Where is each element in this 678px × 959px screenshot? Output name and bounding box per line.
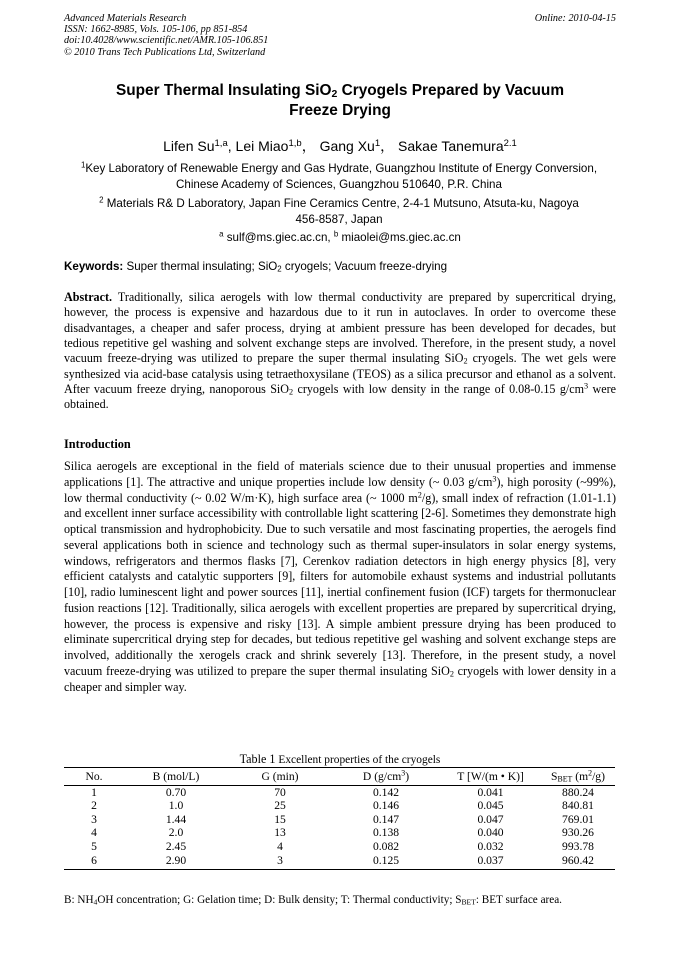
- copyright: © 2010 Trans Tech Publications Ltd, Switzerland: [64, 46, 266, 58]
- table-row: [64, 840, 615, 854]
- issn: ISSN: 1662-8985, Vols. 105-106, pp 851-854: [64, 24, 248, 36]
- journal-header: [64, 13, 616, 58]
- col-header-s: $S_{BET}$ $(m^2/g)$: [541, 768, 615, 786]
- table-cell: 0.045: [477, 799, 504, 813]
- keywords: Keywords: Super thermal insulating; SiO$_2$ cryogels; Vacuum freeze-drying: [64, 260, 448, 274]
- table-row: [64, 813, 615, 827]
- table-cell: 2: [91, 799, 97, 813]
- col-header-b: B (mol/L): [124, 768, 228, 786]
- table-cell: 0.040: [477, 826, 504, 840]
- table-caption: Table 1 Excellent properties of the cryogels: [239, 752, 441, 766]
- table-cell: 13: [274, 826, 286, 840]
- table-cell: 2.90: [124, 854, 228, 870]
- affiliation-1: $^1$Key Laboratory of Renewable Energy and Gas Hydrate, Guangzhou Institute of Energy Conversion, Chinese Academy of Sciences, Guangzhou 510640, P.R. China: [80, 160, 598, 191]
- col-header-d: D $(g/cm^3)$: [332, 768, 440, 786]
- journal-name: Advanced Materials Research: [64, 13, 187, 24]
- col-header-g: G (min): [228, 768, 332, 786]
- table-cell: 880.24: [562, 785, 594, 799]
- author: Sakae Tanemura: [398, 138, 504, 154]
- table-cell: 2.45: [165, 839, 187, 853]
- table-cell: 0.146: [372, 799, 400, 813]
- col-header-no: No.: [64, 768, 124, 786]
- table-cell: 0.138: [372, 826, 400, 840]
- author: Lei Miao: [235, 138, 289, 154]
- table-cell: 1: [91, 785, 97, 799]
- email-a: sulf@ms.giec.ac.cn,: [223, 231, 334, 244]
- results-table: [64, 767, 615, 870]
- table-cell: 3: [228, 854, 332, 870]
- table-cell: 6: [64, 854, 124, 870]
- author: Lifen Su: [163, 138, 215, 154]
- table-cell: 15: [274, 812, 286, 826]
- table-cell: 840.81: [562, 799, 594, 813]
- author-list: Lifen Su$^{1,a}$, Lei Miao$^{1,b}$， Gang Xu$^1$， Sakae Tanemura$^{2.1}$: [163, 137, 517, 154]
- doi: doi:10.4028/www.scientific.net/AMR.105-106.851: [64, 35, 269, 47]
- table-row: [64, 799, 615, 813]
- abstract-label: Abstract.: [64, 290, 113, 304]
- table-cell: 4: [277, 839, 283, 853]
- table-cell: 0.082: [372, 839, 400, 853]
- table-cell: 0.147: [372, 812, 400, 826]
- table-cell: 4: [91, 826, 97, 840]
- table-cell: 0.041: [477, 785, 504, 799]
- affiliation-2: $^2$ Materials R& D Laboratory, Japan Fine Ceramics Centre, 2-4-1 Mutsuno, Atsuta-ku, Nagoya 456-8587, Japan: [99, 195, 579, 226]
- paper-title: Super Thermal Insulating SiO$_2$ Cryogels Prepared by Vacuum Freeze Drying: [115, 82, 565, 119]
- table-cell: 0.037: [440, 854, 541, 870]
- table-cell: 0.125: [332, 854, 440, 870]
- online-date: Online: 2010-04-15: [534, 13, 616, 24]
- table-footnote: B: $NH_4OH$ concentration; G: Gelation time; D: Bulk density; T: Thermal conductivity; $S_{BET}$: BET surface area.: [64, 894, 562, 907]
- introduction-paragraph: Silica aerogels are exceptional in the field of materials science due to their unusual properties and immense applications [1]. The attractive and unique properties include low density (~ 0.03 $g/cm^3$), high porosity (~99%), low thermal conductivity (~ 0.02 W/m·K), high surface area (~ 1000 $m^2/g$), small index of refraction (1.01-1.1) and excellent inner surface accessibility with controllable light scattering [2-6]. Sometimes they demonstrate high optical transmission and hydrophobicity. Due to such versatile and most fascinating properties, the aerogels find several applications both in science and technology such as thermal super-insulators in solar energy systems, windows, refrigerators and thermos flasks [7], Cerenkov radiation detectors in high energy physics [8], very efficient catalysts and catalytic supporters [9], filters for automobile exhaust systems and industrial pollutants [10], radio luminescent light and power sources [11], inertial confinement fusion (ICF) targets for thermonuclear fusion reactions [12]. Traditionally, silica aerogels with excellent properties are prepared by supercritical drying, however, the process is expensive and risky [13]. A simple ambient pressure drying has been produced to eliminate supercritical drying step for decades, but tedious repetitive gel washing and solvent exchange steps are involved, additionally the xerogels crack and shrink severely [13]. Therefore, in the present study, a novel vacuum freeze-drying was utilized to prepare the super thermal insulating SiO$_2$ cryogels with lower density in a cheaper and simpler way.: [64, 459, 617, 694]
- table-cell: 3: [91, 812, 97, 826]
- table-cell: 0.142: [372, 785, 400, 799]
- table-row: [64, 826, 615, 840]
- table-cell: 960.42: [541, 854, 615, 870]
- abstract: Abstract. Traditionally, silica aerogels with low thermal conductivity are prepared by supercritical drying, however, the process is expensive and hazardous due to it run in autoclaves. In order to overcome these disadvantages, a cheaper and safer process, drying at ambient pressure has been developed for decades, but tedious repetitive gel washing and solvent exchange steps are involved. Therefore, in the present study, a novel vacuum freeze-drying was utilized to prepare the super thermal insulating SiO$_2$ cryogels. The wet gels were synthesized via acid-base catalysis using tetraethoxysilane (TEOS) as a silica precursor and ethanol as a solvent. After vacuum freeze drying, nanoporous SiO$_2$ cryogels with low density in the range of 0.08-0.15 $g/cm^3$ were obtained.: [64, 290, 616, 412]
- author: Gang Xu: [319, 138, 375, 154]
- email-b: miaolei@ms.giec.ac.cn: [338, 231, 461, 244]
- table-cell: 0.032: [477, 839, 504, 853]
- table-cell: 0.70: [165, 785, 187, 799]
- table-cell: 5: [91, 839, 97, 853]
- col-header-t: T [W/(m • K)]: [440, 768, 541, 786]
- table-cell: 1.0: [168, 799, 184, 813]
- table-row: [64, 854, 615, 870]
- section-heading: Introduction: [64, 437, 131, 451]
- table-cell: 25: [274, 799, 286, 813]
- table-cell: 993.78: [562, 839, 594, 853]
- keywords-label: Keywords:: [64, 260, 124, 273]
- author-emails: $^a$ sulf@ms.giec.ac.cn, $^b$ miaolei@ms.giec.ac.cn: [219, 229, 461, 244]
- table-header-row: [64, 768, 615, 786]
- table-cell: 930.26: [562, 826, 594, 840]
- table-cell: 2.0: [168, 826, 184, 840]
- table-cell: 70: [274, 785, 286, 799]
- table-cell: 1.44: [165, 812, 187, 826]
- table-cell: 0.047: [477, 812, 504, 826]
- table-row: [64, 785, 615, 799]
- table-cell: 769.01: [562, 812, 594, 826]
